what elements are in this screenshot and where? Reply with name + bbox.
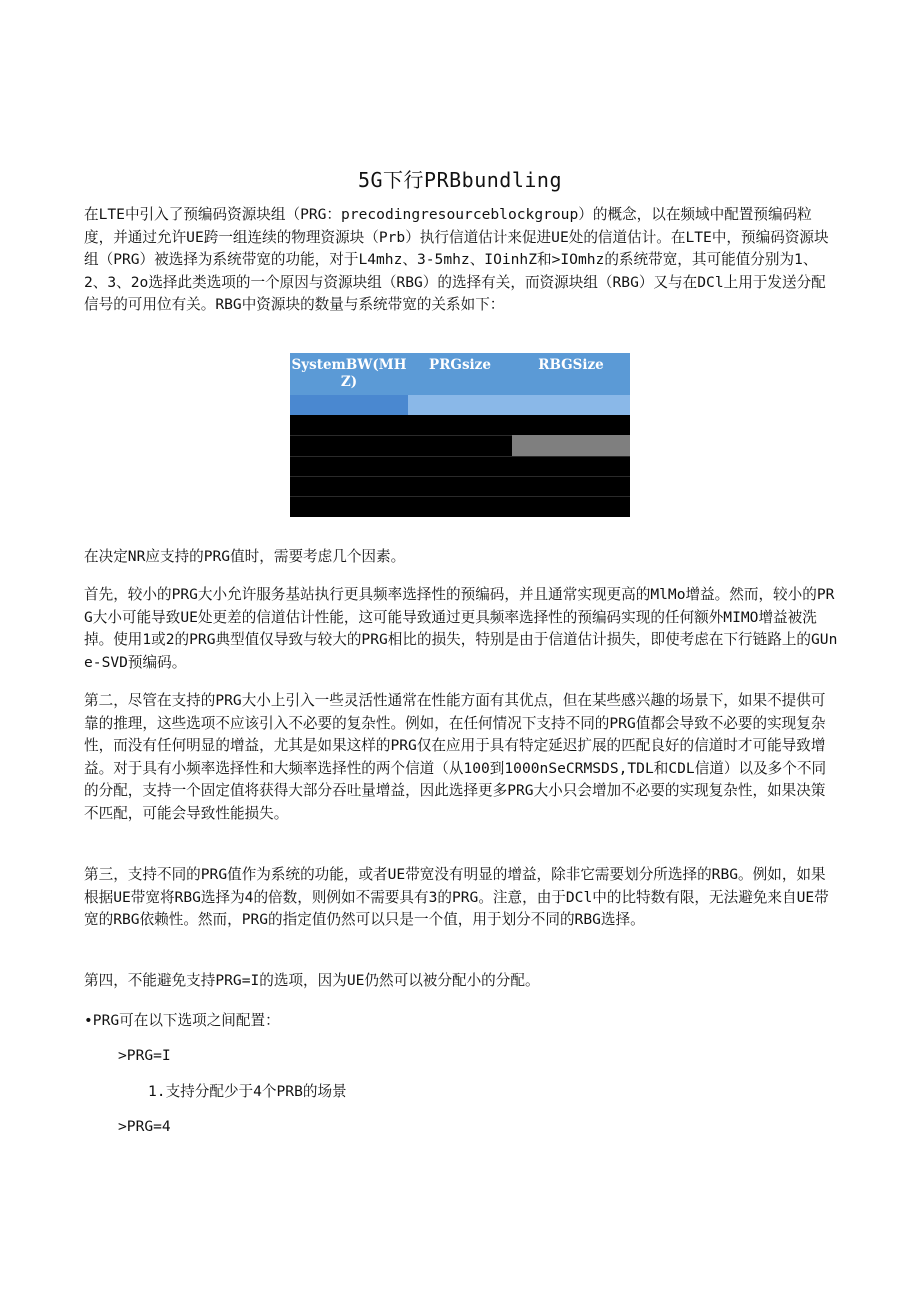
header-rbg-size: RBGSize: [538, 357, 604, 373]
paragraph-second: 第二，尽管在支持的PRG大小上引入一些灵活性通常在性能方面有其优点，但在某些感兴趣的场景下，如果不提供可靠的推理，这些选项不应该引入不必要的复杂性。例如，在任何情况下支持不同的PRG值都会导致不必要的实现复杂性，而没有任何明显的增益，尤其是如果这样的PRG仅在应用于具有特定延迟扩展的匹配良好的信道时才可能导致增益。对于具有小频率选择性和大频率选择性的两个信道（从100到1000nSeCRMSDS,TDL和CDL信道）以及多个不同的分配，支持一个固定值将获得大部分吞吐量增益，因此选择更多PRG大小只会增加不必要的实现复杂性，如果决策不匹配，可能会导致性能损失。: [84, 692, 827, 822]
table-row-divider: [290, 496, 630, 497]
table-gray-cell: [512, 435, 630, 456]
paragraph-factors: 在决定NR应支持的PRG值时，需要考虑几个因素。: [84, 548, 406, 565]
paragraph-first: 首先，较小的PRG大小允许服务基站执行更具频率选择性的预编码，并且通常实现更高的MlMo增益。然而，较小的PRG大小可能导致UE处更差的信道估计性能，这可能导致通过更具频率选择性的预编码实现的任何额外MIMO增益被洗掉。使用1或2的PRG典型值仅导致与较大的PRG相比的损失，特别是由于信道估计损失，即使考虑在下行链路上的GUne-SVD预编码。: [84, 586, 838, 671]
header-system-bw-line1: SystemBW(MH: [291, 357, 407, 373]
header-system-bw-line2: Z): [340, 374, 358, 390]
paragraph-fourth: 第四，不能避免支持PRG=I的选项，因为UE仍然可以被分配小的分配。: [84, 972, 540, 989]
header-system-bw: [290, 357, 408, 391]
table-row-divider: [290, 476, 630, 477]
rbg-prg-table: [290, 353, 630, 517]
header-prg-size: PRGsize: [429, 357, 491, 373]
table-row-divider: [290, 456, 630, 457]
table-band-right: [408, 395, 630, 415]
option-prg-1: >PRG=I: [118, 1047, 171, 1064]
table-band-left: [290, 395, 408, 415]
option-prg-4: >PRG=4: [118, 1118, 171, 1135]
table-header-row: [290, 353, 630, 395]
page-title: 5G下行PRBbundling: [357, 168, 563, 192]
option-prg-1-item: 1.支持分配少于4个PRB的场景: [148, 1083, 347, 1100]
intro-paragraph: 在LTE中引入了预编码资源块组（PRG：precodingresourceblockgroup）的概念，以在频域中配置预编码粒度，并通过允许UE跨一组连续的物理资源块（Prb）执行信道估计来促进UE处的信道估计。在LTE中，预编码资源块组（PRG）被选择为系统带宽的功能，对于L4mhz、3-5mhz、IOinhZ和>IOmhz的系统带宽，其可能值分别为1、2、3、2o选择此类选项的一个原因与资源块组（RBG）的选择有关，而资源块组（RBG）又与在DCl上用于发送分配信号的可用位有关。RBG中资源块的数量与系统带宽的关系如下：: [84, 206, 829, 314]
bullet-prg-options: •PRG可在以下选项之间配置：: [84, 1012, 280, 1029]
paragraph-third: 第三，支持不同的PRG值作为系统的功能，或者UE带宽没有明显的增益，除非它需要划分所选择的RBG。例如，如果根据UE带宽将RBG选择为4的倍数，则例如不需要具有3的PRG。注意，由于DCl中的比特数有限，无法避免来自UE带宽的RBG依赖性。然而，PRG的指定值仍然可以只是一个值，用于划分不同的RBG选择。: [84, 866, 829, 929]
